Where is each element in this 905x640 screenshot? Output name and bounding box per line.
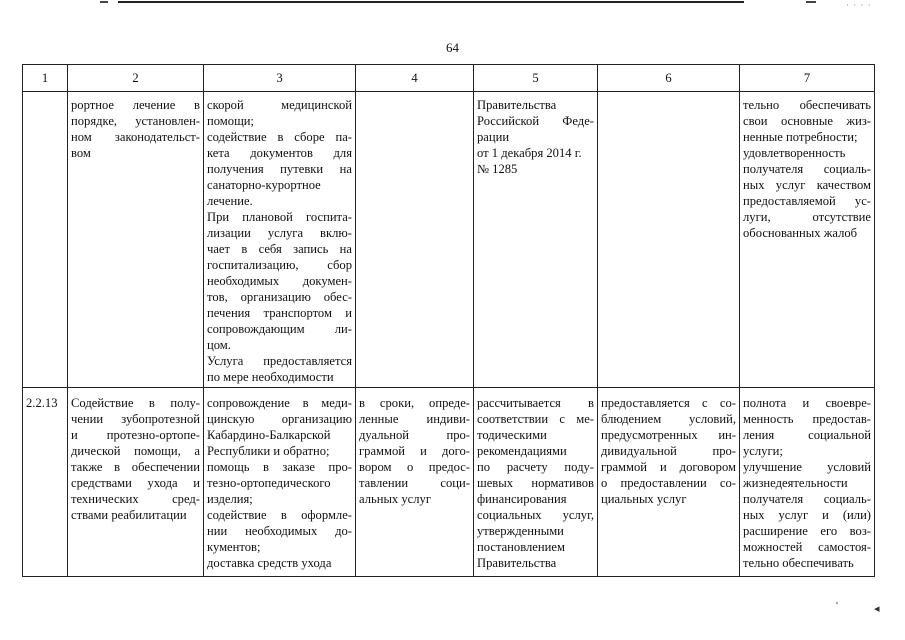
text-line: в сроки, опреде- <box>359 396 470 410</box>
table-row <box>23 388 875 577</box>
text-line: дивидуальной про- <box>601 444 736 458</box>
text-line: сопровождение в меди- <box>207 396 352 410</box>
text-line: необходимых докумен- <box>207 274 352 288</box>
text-line: свои основные жиз- <box>743 114 871 128</box>
text-line: дуальной про- <box>359 428 470 442</box>
text-line: граммой и дого- <box>359 444 470 458</box>
text-line: Республики и обратно; <box>207 444 330 458</box>
text-line: технических сред- <box>71 492 200 506</box>
text-line: содействие в оформле- <box>207 508 352 522</box>
scan-artifact: ' <box>836 600 838 612</box>
text-line: доставка средств ухода <box>207 556 332 570</box>
scan-edge-mark <box>806 1 816 3</box>
text-line: лизации услуга вклю- <box>207 226 352 240</box>
text-line: содействие в сборе па- <box>207 130 352 144</box>
service-description-cell <box>204 388 356 577</box>
text-line: постановлением <box>477 540 565 554</box>
text-line: граммой и договором <box>601 460 736 474</box>
text-line: порядке, установлен- <box>71 114 200 128</box>
text-line: финансирования <box>477 492 567 506</box>
text-line: тельно обеспечивать <box>743 98 871 112</box>
text-line: улучшение условий <box>743 460 871 474</box>
table-header-row <box>23 65 875 92</box>
text-line: тодическими <box>477 428 547 442</box>
text-line: ных услуг и (или) <box>743 508 871 522</box>
service-conditions-cell <box>598 92 740 388</box>
text-line: получения путевки на <box>207 162 352 176</box>
text-line: предоставляется с со- <box>601 396 736 410</box>
text-line: ном законодательст- <box>71 130 200 144</box>
scan-artifact: · · · · <box>846 0 872 10</box>
text-line: средствами ухода и <box>71 476 200 490</box>
text-line: менность предостав- <box>743 412 871 426</box>
service-terms-cell <box>356 92 474 388</box>
text-line: Правительства <box>477 98 557 112</box>
text-line: госпитализацию, сбор <box>207 258 352 272</box>
text-line: получателя социаль- <box>743 492 871 506</box>
service-quality-cell <box>740 92 875 388</box>
text-line: кументов; <box>207 540 261 554</box>
column-number-cell: 1 <box>23 65 68 92</box>
text-line: циальных услуг <box>601 492 687 506</box>
text-line: предусмотренных ин- <box>601 428 736 442</box>
text-line: соответствии с ме- <box>477 412 594 426</box>
text-line: сопровождающим ли- <box>207 322 352 336</box>
text-line: полнота и своевре- <box>743 396 871 410</box>
service-cost-cell <box>474 92 598 388</box>
table-row <box>23 92 875 388</box>
text-line: изделия; <box>207 492 253 506</box>
service-conditions-cell <box>598 388 740 577</box>
text-line: ненные потребности; <box>743 130 858 144</box>
text-line: Содействие в полу- <box>71 396 200 410</box>
service-name-cell <box>68 92 204 388</box>
text-line: ления социальной <box>743 428 871 442</box>
text-line: чении зубопротезной <box>71 412 200 426</box>
column-number-cell: 6 <box>598 65 740 92</box>
text-line: расширение его воз- <box>743 524 871 538</box>
page-number: 64 <box>446 40 459 55</box>
text-line: печения транспортом и <box>207 306 352 320</box>
service-cost-cell <box>474 388 598 577</box>
text-line: луги, отсутствие <box>743 210 871 224</box>
text-line: рации <box>477 130 510 144</box>
text-line: тов, организацию обес- <box>207 290 352 304</box>
text-line: социальных услуг, <box>477 508 594 522</box>
text-line: и протезно-ортопе- <box>71 428 200 442</box>
text-line: жизнедеятельности <box>743 476 848 490</box>
scan-edge-mark <box>100 1 108 3</box>
service-quality-cell <box>740 388 875 577</box>
text-line: о предоставлении со- <box>601 476 736 490</box>
text-line: Услуга предоставляется <box>207 354 352 368</box>
text-line: кета документов для <box>207 146 352 160</box>
text-line: цинскую организацию <box>207 412 352 426</box>
text-line: ных услуг качеством <box>743 178 871 192</box>
text-line: Кабардино-Балкарской <box>207 428 331 442</box>
text-line: удовлетворенность <box>743 146 846 160</box>
text-line: от 1 декабря 2014 г. <box>477 146 582 160</box>
service-name-cell <box>68 388 204 577</box>
text-line: по расчету поду- <box>477 460 594 474</box>
text-line: скорой медицинской <box>207 98 352 112</box>
text-line: услуги; <box>743 444 783 458</box>
text-line: нии необходимых до- <box>207 524 352 538</box>
item-number-cell <box>23 92 68 388</box>
text-line: вором о предос- <box>359 460 470 474</box>
column-number-cell: 5 <box>474 65 598 92</box>
column-number-cell: 2 <box>68 65 204 92</box>
text-line: рассчитывается в <box>477 396 594 410</box>
text-line: тавлении соци- <box>359 476 470 490</box>
text-line: также в обеспечении <box>71 460 200 474</box>
text-line: альных услуг <box>359 492 432 506</box>
text-line: предоставляемой ус- <box>743 194 871 208</box>
text-line: санаторно-курортное <box>207 178 321 192</box>
services-table <box>22 64 875 577</box>
text-line: чает в себя запись на <box>207 242 352 256</box>
text-line: можностей самостоя- <box>743 540 871 554</box>
scan-top-rule <box>118 1 744 3</box>
service-description-cell <box>204 92 356 388</box>
text-line: утвержденными <box>477 524 564 538</box>
text-line: шевых нормативов <box>477 476 594 490</box>
text-line: рекомендациями <box>477 444 567 458</box>
column-number-cell: 4 <box>356 65 474 92</box>
column-number-cell: 7 <box>740 65 875 92</box>
text-line: ленные индиви- <box>359 412 470 426</box>
text-line: Российской Феде- <box>477 114 594 128</box>
text-line: цом. <box>207 338 231 352</box>
text-line: рортное лечение в <box>71 98 200 112</box>
text-line: помощь в заказе про- <box>207 460 352 474</box>
text-line: по мере необходимости <box>207 370 334 384</box>
text-line: Правительства <box>477 556 557 570</box>
text-line: № 1285 <box>477 162 518 176</box>
text-line: вом <box>71 146 91 160</box>
text-line: дической помощи, а <box>71 444 200 458</box>
text-line: лечение. <box>207 194 253 208</box>
text-line: При плановой госпита- <box>207 210 352 224</box>
text-line: блюдением условий, <box>601 412 736 426</box>
column-number-cell: 3 <box>204 65 356 92</box>
text-line: тезно-ортопедического <box>207 476 331 490</box>
text-line: получателя социаль- <box>743 162 871 176</box>
text-line: помощи; <box>207 114 254 128</box>
scan-artifact: ◂ <box>874 603 880 615</box>
text-line: тельно обеспечивать <box>743 556 854 570</box>
service-terms-cell <box>356 388 474 577</box>
text-line: ствами реабилитации <box>71 508 187 522</box>
item-number-cell: 2.2.13 <box>23 388 68 577</box>
text-line: обоснованных жалоб <box>743 226 858 240</box>
